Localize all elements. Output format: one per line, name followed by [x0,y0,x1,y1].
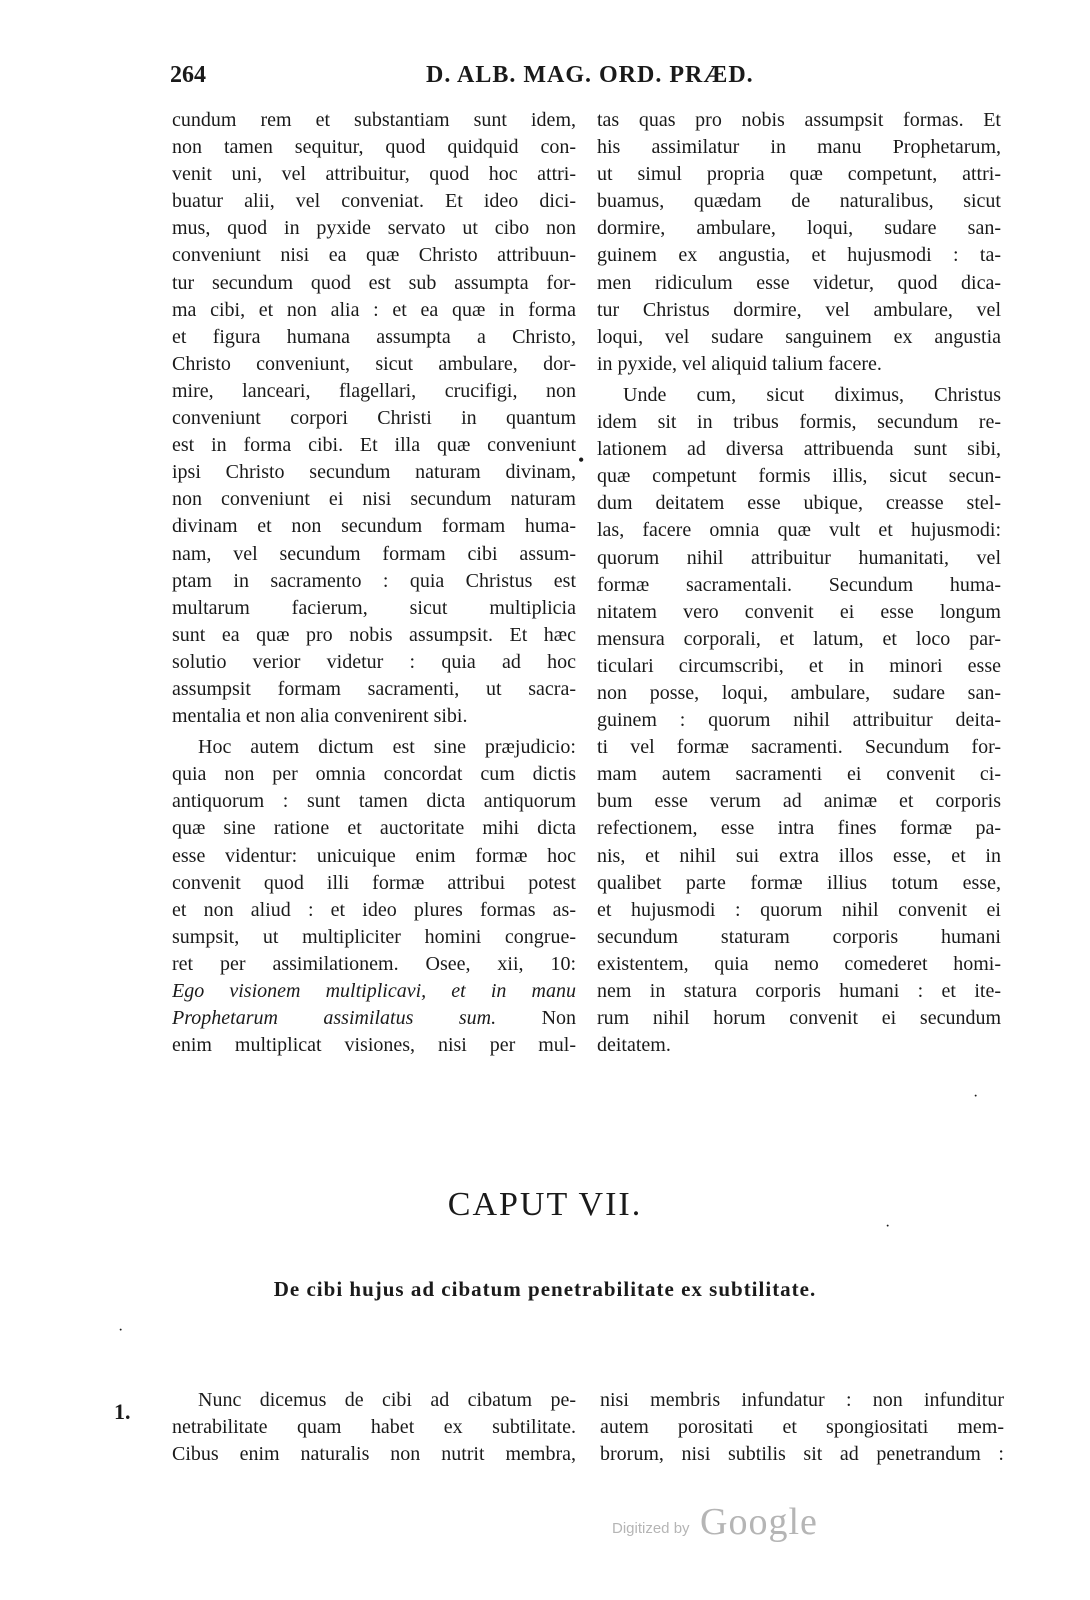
text-fragment: Non [541,1007,576,1030]
text-line: et figura humana assumpta a Christo, [172,325,576,348]
text-line: divinam et non secundum formam huma- [172,515,576,538]
chapter-subtitle: De cibi hujus ad cibatum penetrabilitate ex subtilitate. [273,1277,817,1301]
text-line: conveniunt nisi ea quæ Christo attribuun- [172,244,576,267]
page-number: 264 [170,62,206,88]
text-line: qualibet parte formæ illius totum esse, [597,871,1001,894]
running-title: D. ALB. MAG. ORD. PRÆD. [426,62,754,88]
text-line: quia non per omnia concordat cum dictis [172,763,576,786]
text-line: Unde cum, sicut diximus, Christus [623,383,1001,406]
text-line: mentalia et non alia convenirent sibi. [172,705,468,728]
text-line: loqui, vel sudare sanguinem ex angustia [597,325,1001,348]
text-line: nisi membris infundatur : non infunditur [600,1389,1004,1411]
text-line: nis, et nihil sui extra illos esse, et in [597,844,1001,867]
text-line: assumpsit formam sacramenti, ut sacra- [172,677,576,700]
text-line: tur Christus dormire, vel ambulare, vel [597,298,1001,321]
text-line: bum esse verum ad animæ et corporis [597,790,1001,813]
speck-mark: · [118,1322,124,1339]
text-line: netrabilitate quam habet ex subtilitate. [172,1416,576,1439]
text-line: multarum facierum, sicut multiplicia [172,596,576,619]
text-line: quæ sine ratione et auctoritate mihi dicta [172,817,576,840]
text-line: non tamen sequitur, quod quidquid con- [172,136,576,159]
text-line: guinem ex angustia, et hujusmodi : ta- [597,244,1001,267]
text-line: sumpsit, ut multipliciter homini congrue- [172,925,576,948]
chapter-title: CAPUT VII. [447,1186,643,1223]
text-line: conveniunt corpori Christi in quantum [172,407,576,430]
section-number: 1. [114,1399,131,1424]
text-line: cundum rem et substantiam sunt idem, [172,109,576,131]
text-line: deitatem. [597,1034,671,1057]
text-line: non posse, loqui, ambulare, sudare san- [597,681,1001,704]
text-line: tas quas pro nobis assumpsit formas. Et [597,109,1001,131]
speck-mark: · [973,1088,979,1105]
watermark-prefix: Digitized by [612,1520,690,1537]
text-line: et non aliud : et ideo plures formas as- [172,898,576,921]
text-line: Cibus enim naturalis non nutrit membra, [172,1443,576,1466]
italic-quote: Prophetarum assimilatus sum. [172,1007,497,1030]
text-line: solutio verior videtur : quia ad hoc [172,650,576,673]
text-line: ma cibi, et non alia : et ea quæ in forma [172,298,576,321]
text-line: men ridiculum esse videtur, quod dica- [597,271,1001,294]
text-line: his assimilatur in manu Prophetarum, [597,136,1001,159]
text-line: sunt ea quæ pro nobis assumpsit. Et hæc [172,623,576,646]
text-line: Christo conveniunt, sicut ambulare, dor- [172,352,576,375]
italic-quote: Ego visionem multiplicavi, et in manu [172,980,576,1002]
text-line-italic [172,1005,576,1032]
text-line: refectionem, esse intra fines formæ pa- [597,817,1001,840]
text-line: rum nihil horum convenit ei secundum [597,1007,1001,1030]
text-line: lationem ad diversa attribuenda sunt sibi, [597,438,1001,461]
text-line: nam, vel secundum formam cibi assum- [172,542,576,565]
text-line: dum deitatem esse ubique, creasse stel- [597,492,1001,515]
text-line: tur secundum quod est sub assumpta for- [172,271,576,294]
text-line: nem in statura corporis humani : et ite- [597,980,1001,1002]
text-line: ti vel formæ sacramenti. Secundum for- [597,736,1001,759]
text-line: convenit quod illi formæ attribui potest [172,871,576,894]
text-line: mensura corporali, et latum, et loco par- [597,627,1001,650]
right-column [597,107,1001,1059]
text-line: buatur alii, vel conveniat. Et ideo dici- [172,190,576,213]
text-line: buamus, quædam de naturalibus, sicut [597,190,1001,213]
text-line: dormire, ambulare, loqui, sudare san- [597,217,1001,240]
text-line: et hujusmodi : quorum nihil convenit ei [597,898,1001,921]
text-line: non conveniunt ei nisi secundum naturam [172,488,576,511]
text-line: secundum staturam corporis humani [597,925,1001,948]
section-left-column [172,1387,576,1468]
text-line: guinem : quorum nihil attribuitur deita- [597,709,1001,732]
text-line: Hoc autem dictum est sine præjudicio: [198,736,576,759]
text-line: quorum nihil attribuitur humanitati, vel [597,546,1001,569]
text-line: quæ competunt formis illis, sicut secun- [597,465,1001,488]
margin-bullet: • [578,450,585,470]
text-line: ptam in sacramento : quia Christus est [172,569,576,592]
text-line: est in forma cibi. Et illa quæ conveniunt [172,434,576,457]
text-line: autem porositati et spongiositati mem- [600,1416,1004,1439]
text-line: venit uni, vel attribuitur, quod hoc attri- [172,163,576,186]
left-column [172,107,576,1059]
text-line: enim multiplicat visiones, nisi per mul- [172,1034,576,1057]
text-line: in pyxide, vel aliquid talium facere. [597,352,882,375]
text-line-italic [172,978,576,1005]
text-line: ipsi Christo secundum naturam divinam, [172,461,576,484]
text-line: mam autem sacramenti ei convenit ci- [597,763,1001,786]
text-line: ticulari circumscribi, et in minori esse [597,654,1001,677]
text-line: ret per assimilationem. Osee, xii, 10: [172,952,576,975]
watermark-brand: Google [700,1501,818,1543]
text-line: formæ sacramentali. Secundum huma- [597,573,1001,596]
text-line: mus, quod in pyxide servato ut cibo non [172,217,576,240]
text-line: mire, lanceari, flagellari, crucifigi, non [172,379,576,402]
text-line: brorum, nisi subtilis sit ad penetrandum : [600,1443,1004,1466]
text-line: nitatem vero convenit ei esse longum [597,600,1001,623]
text-line: ut simul propria quæ competunt, attri- [597,163,1001,186]
text-line: antiquorum : sunt tamen dicta antiquorum [172,790,576,813]
section-right-column [600,1387,1004,1468]
text-line: las, facere omnia quæ vult et hujusmodi: [597,519,1001,542]
text-line: idem sit in tribus formis, secundum re- [597,411,1001,434]
digitized-watermark [612,1500,852,1560]
text-line: existentem, quia nemo comederet homi- [597,952,1001,975]
text-line: Nunc dicemus de cibi ad cibatum pe- [198,1389,576,1411]
speck-mark: · [885,1218,891,1235]
text-line: esse videntur: unicuique enim formæ hoc [172,844,576,867]
